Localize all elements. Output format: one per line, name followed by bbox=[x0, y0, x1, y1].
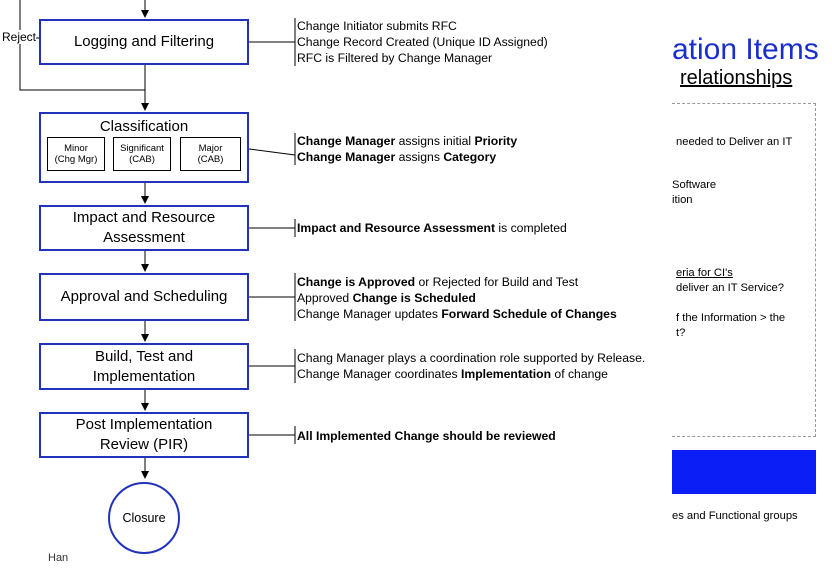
reject-label: Reject bbox=[2, 30, 37, 44]
logging-label: Logging and Filtering bbox=[73, 33, 215, 50]
note-build bbox=[297, 350, 645, 382]
note-impact-line: Impact and Resource Assessment is completed bbox=[297, 221, 567, 235]
note-line-classification bbox=[249, 149, 295, 155]
background-line-7: t? bbox=[676, 327, 686, 339]
logging-and-filtering-box bbox=[39, 19, 249, 65]
sub-box-major bbox=[180, 137, 241, 171]
note-classification bbox=[297, 133, 517, 165]
build-label-line-1: Build, Test and bbox=[94, 347, 194, 365]
impact-label-line-1: Impact and Resource bbox=[72, 209, 216, 226]
background-slide-title: ation Items bbox=[672, 33, 819, 66]
minor-label: Minor bbox=[64, 143, 88, 154]
pir-label-line-2: Review (PIR) bbox=[99, 436, 189, 453]
approval-scheduling-box bbox=[39, 273, 249, 321]
sub-box-significant bbox=[113, 137, 171, 171]
background-bottom-text: es and Functional groups bbox=[672, 510, 798, 522]
note-build-line-2: Change Manager coordinates Implementation of change bbox=[297, 367, 608, 381]
note-pir bbox=[297, 428, 556, 444]
background-slide-subtitle: relationships bbox=[680, 67, 793, 89]
sub-box-minor bbox=[47, 137, 105, 171]
minor-owner: (Chg Mgr) bbox=[54, 154, 98, 165]
significant-label: Significant bbox=[120, 143, 164, 154]
post-implementation-review-box bbox=[39, 412, 249, 458]
footer-text: Han bbox=[48, 552, 69, 564]
pir-label-line-1: Post Implementation bbox=[75, 416, 213, 433]
background-line-2: Software bbox=[672, 179, 717, 191]
build-label-line-2: Implementation bbox=[92, 367, 196, 385]
note-approval-line-1: Change is Approved or Rejected for Build and Test bbox=[297, 275, 579, 289]
note-pir-line: All Implemented Change should be reviewed bbox=[297, 429, 556, 443]
impact-assessment-box bbox=[39, 205, 249, 251]
note-approval bbox=[297, 274, 617, 322]
note-classification-line-2: Change Manager assigns Category bbox=[297, 150, 497, 164]
note-logging bbox=[297, 18, 548, 66]
classification-label: Classification bbox=[99, 118, 189, 135]
note-logging-line-1: Change Initiator submits RFC bbox=[297, 19, 457, 33]
note-approval-line-2: Approved Change is Scheduled bbox=[297, 291, 476, 305]
impact-label-line-2: Assessment bbox=[103, 229, 185, 246]
background-line-1: needed to Deliver an IT bbox=[676, 136, 793, 148]
major-owner: (CAB) bbox=[197, 154, 224, 165]
background-line-4: eria for CI's bbox=[676, 267, 733, 279]
significant-owner: (CAB) bbox=[129, 154, 155, 165]
major-label: Major bbox=[198, 143, 223, 154]
note-approval-line-3: Change Manager updates Forward Schedule of Changes bbox=[297, 307, 617, 321]
note-logging-line-3: RFC is Filtered by Change Manager bbox=[297, 51, 493, 65]
background-line-5: deliver an IT Service? bbox=[676, 282, 784, 294]
closure-label: Closure bbox=[122, 511, 166, 525]
build-test-implementation-box bbox=[39, 343, 249, 390]
note-build-line-1: Chang Manager plays a coordination role supported by Release. bbox=[297, 351, 646, 365]
note-logging-line-2: Change Record Created (Unique ID Assigned) bbox=[297, 35, 548, 49]
background-line-6: f the Information > the bbox=[676, 312, 786, 324]
note-impact bbox=[297, 220, 567, 236]
background-line-3: ition bbox=[672, 194, 693, 206]
note-classification-line-1: Change Manager assigns initial Priority bbox=[297, 134, 518, 148]
approval-label: Approval and Scheduling bbox=[60, 288, 228, 305]
